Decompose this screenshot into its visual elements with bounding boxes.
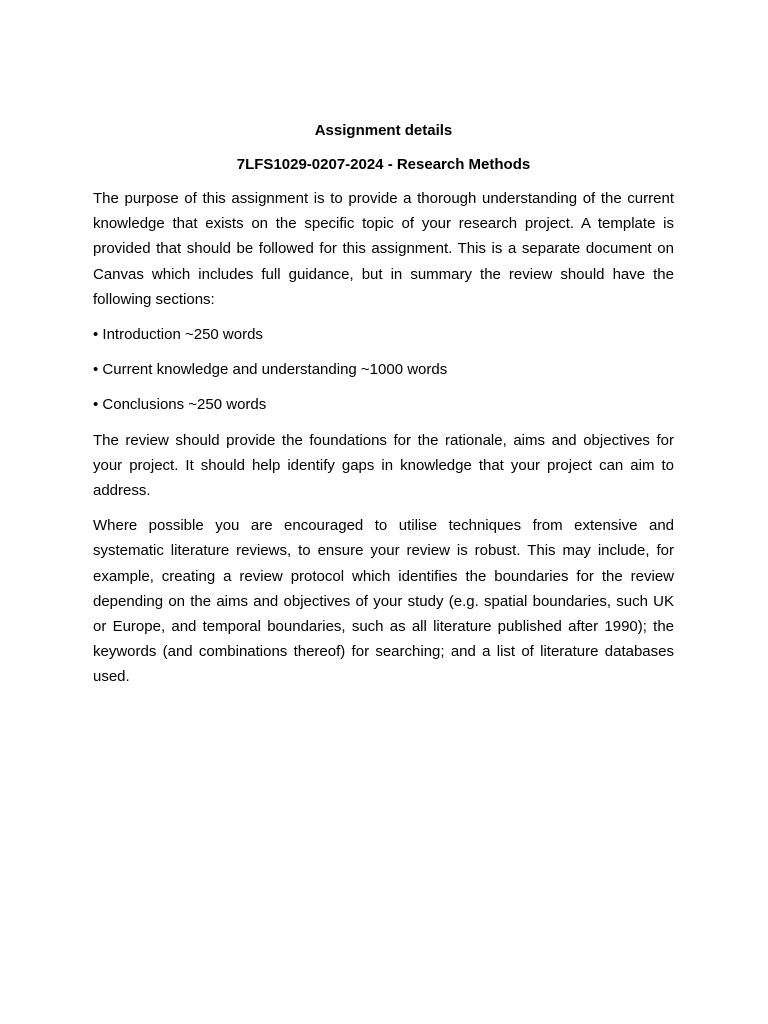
bullet-introduction: • Introduction ~250 words: [93, 326, 263, 344]
document-title: Assignment details: [314, 122, 453, 139]
bullet-conclusions: • Conclusions ~250 words: [93, 396, 267, 414]
document-page: [93, 120, 674, 690]
techniques-paragraph: Where possible you are encouraged to utilise techniques from extensive and systematic literature reviews, to ensure your review is robust. This may include, for example, creating a review protocol which identifies the boundaries for the review depending on the aims and objectives of your study (e.g. spatial boundaries, such UK or Europe, and temporal boundaries, such as all literature published after 1990); the keywords (and combinations thereof) for searching; and a list of literature databases used.: [93, 517, 674, 686]
bullet-current-knowledge: • Current knowledge and understanding ~1000 words: [93, 361, 448, 379]
foundations-paragraph: The review should provide the foundations for the rationale, aims and objectives for your project. It should help identify gaps in knowledge that your project can aim to address.: [93, 431, 674, 500]
document-subtitle: 7LFS1029-0207-2024 - Research Methods: [236, 156, 531, 173]
intro-paragraph: The purpose of this assignment is to provide a thorough understanding of the current knowledge that exists on the specific topic of your research project. A template is provided that should be followed for this assignment. This is a separate document on Canvas which includes full guidance, but in summary the review should have the following sections:: [93, 190, 674, 308]
